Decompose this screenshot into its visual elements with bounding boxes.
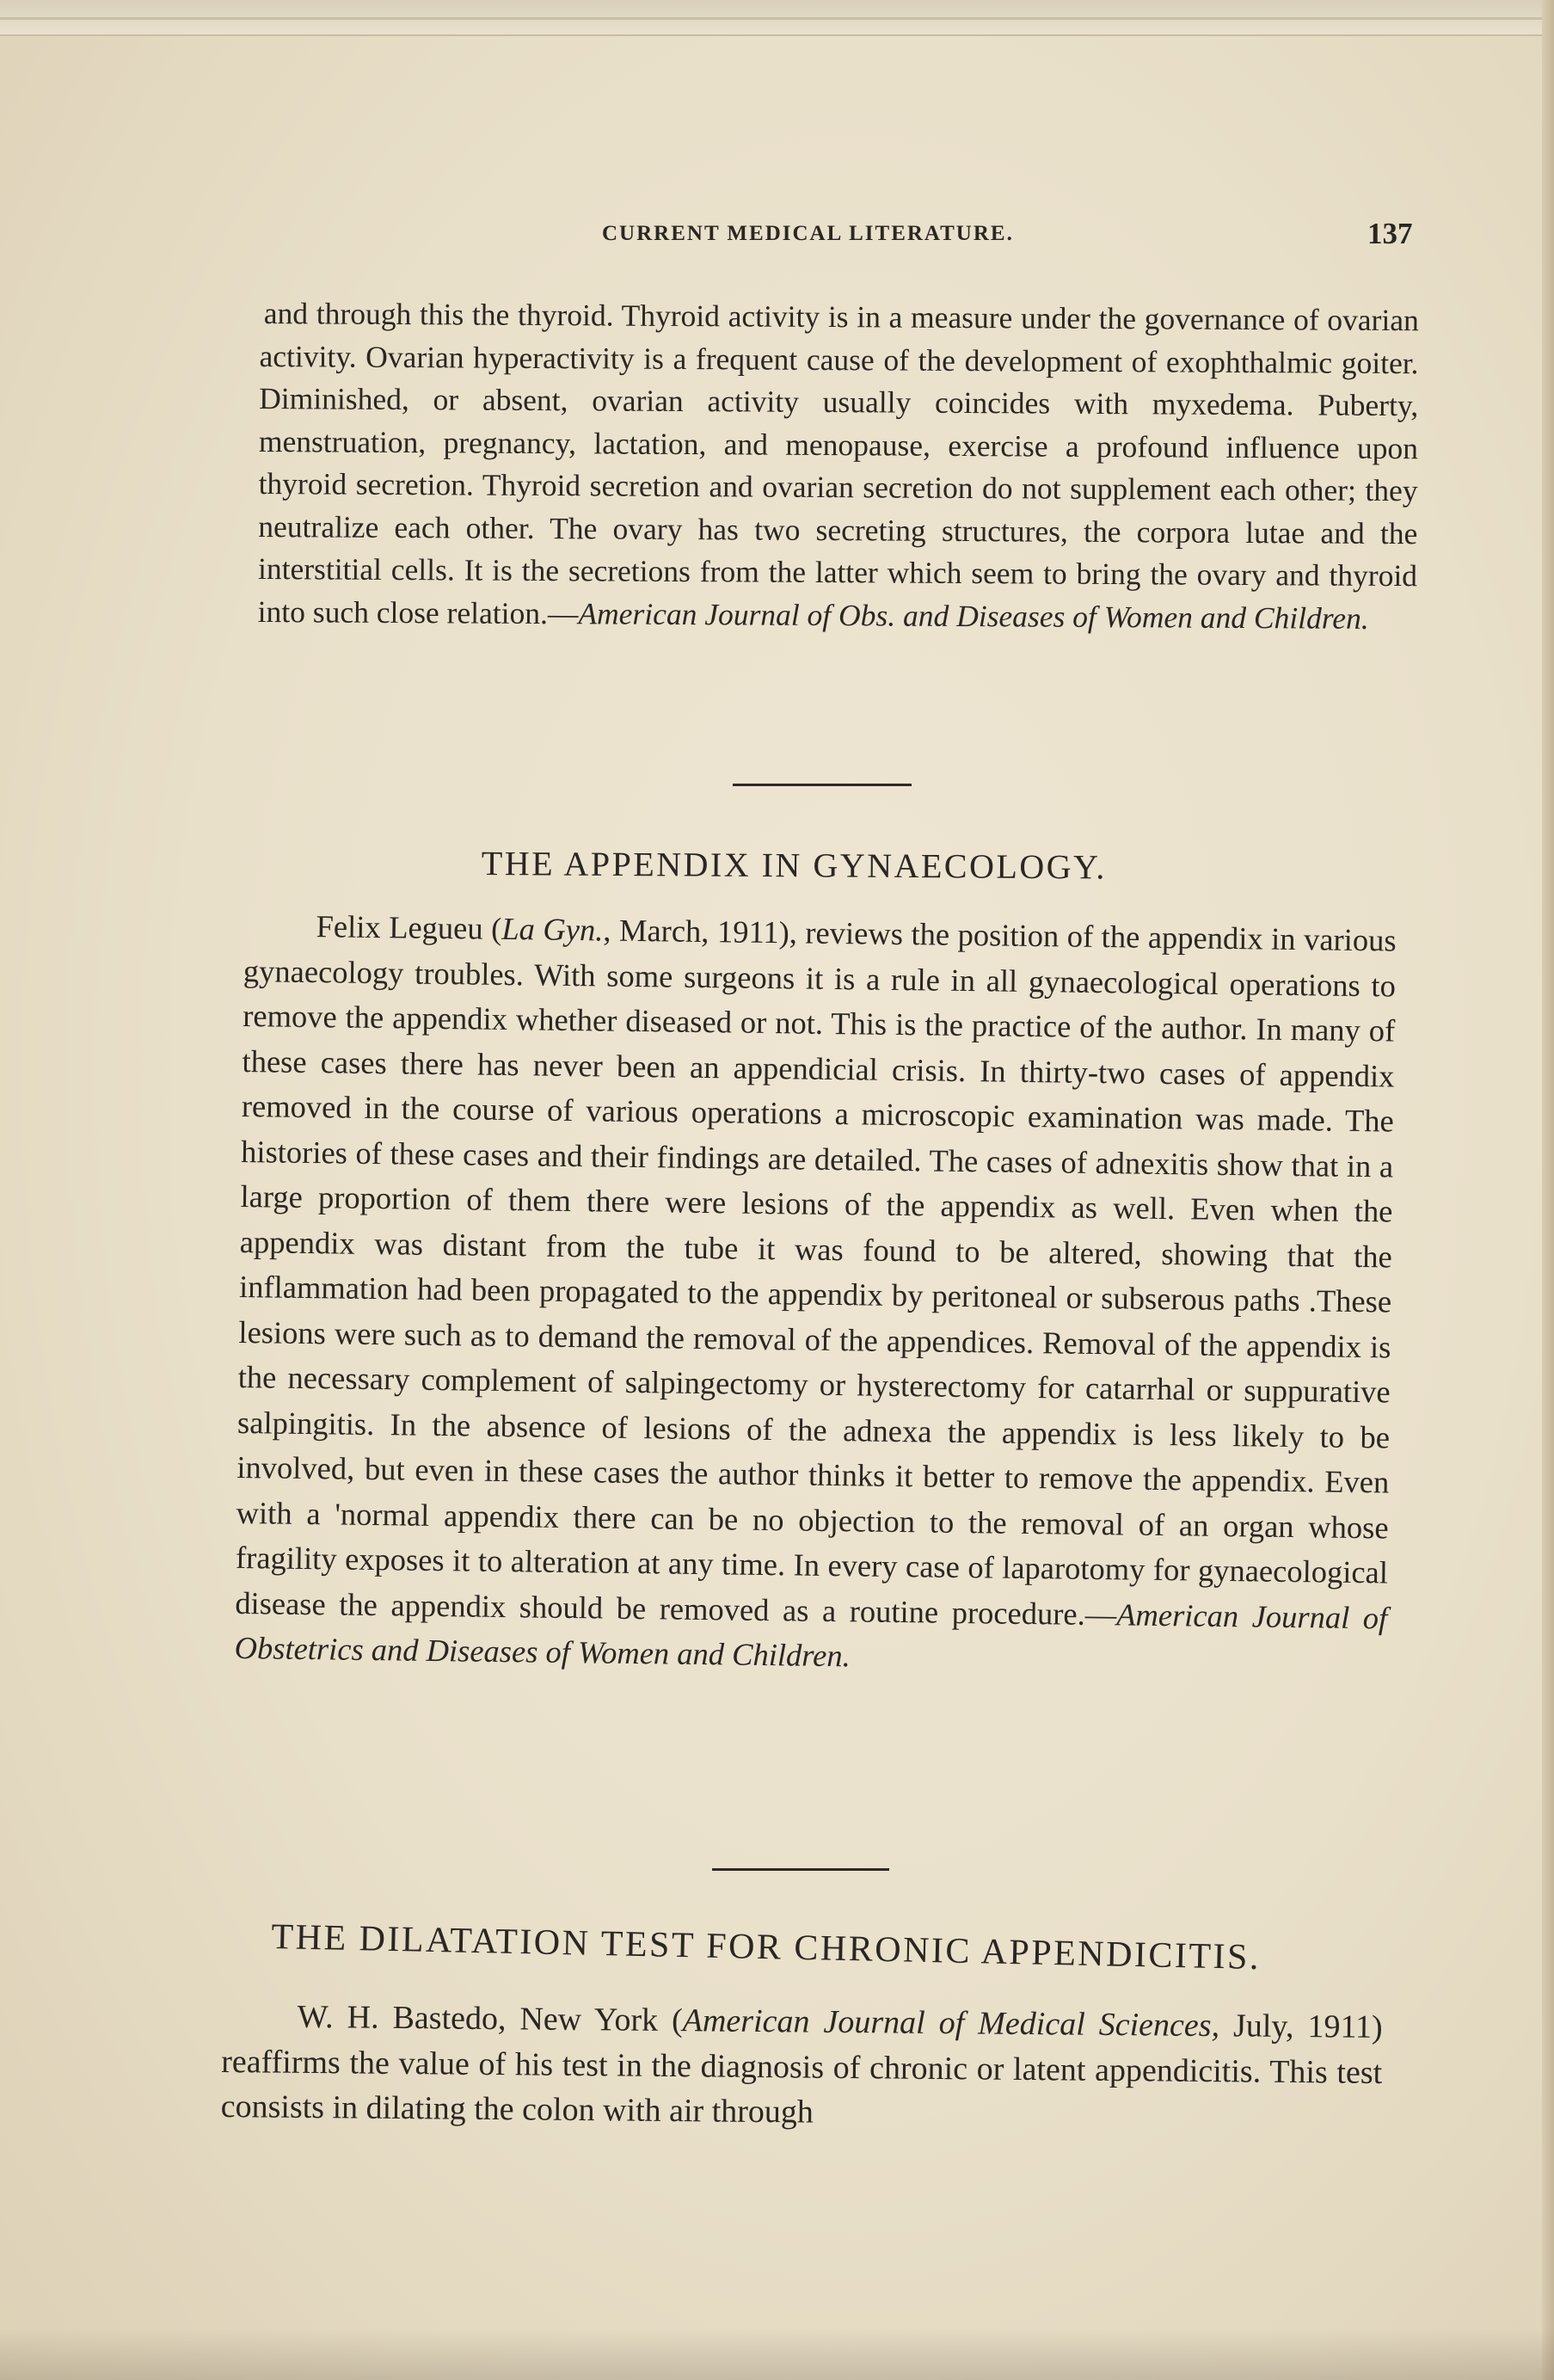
article3-body: July, 1911) reaffirms the value of his test in the diagnosis of chronic or latent appendicitis. This test consists in dilating the colon with air through [220,2008,1383,2131]
article1-paragraph [258,292,1419,640]
article2-body: , March, 1911), reviews the position of the appendix in various gynaecology troubles. With some surgeons it is a rule in all gynaecological operations to remove the appendix whether diseased or not. This is the practice of the author. In many of these cases there has never been an appendicial crisis. In thirty-two cases of appendix removed in the course of various operations a microscopic examination was made. The histories of these cases and their findings are detailed. The cases of adnexitis show that in a large proportion of them there were lesions of the appendix as well. Even when the appendix was distant from the tube it was found to be altered, showing that the inflammation had been propagated to the appendix by peritoneal or subserous paths .These lesions were such as to demand the removal of the appendices. Removal of the appendix is the necessary complement of salpingectomy or hysterectomy for catarrhal or suppurative salpingitis. In the absence of lesions of the adnexa the appendix is less likely to be involved, but even in these cases the author thinks it better to remove the appendix. Even with a 'normal appendix there can be no objection to the removal of an organ whose fragility exposes it to alteration at any time. In every case of laparotomy for gynaecological disease the appendix should be removed as a routine procedure.— [235,912,1397,1632]
page-right-edge [1542,0,1554,2380]
article2-source: American Journal of Obstetrics and Diseases of Women and Children. [234,1596,1388,1674]
article3-paragraph [220,1994,1382,2140]
article3-journal-ref: American Journal of Medical Sciences, [682,2002,1220,2045]
page-number: 137 [1367,217,1413,250]
page-bottom-shadow [0,2328,1554,2380]
article2-author: Felix Legueu ( [316,908,502,946]
running-head: CURRENT MEDICAL LITERATURE. [602,222,1014,245]
article2-journal-ref: La Gyn. [501,910,604,948]
article1-source: American Journal of Obs. and Diseases of Women and Children. [578,595,1369,636]
section-divider [733,784,912,786]
article2-title: THE APPENDIX IN GYNAECOLOGY. [481,844,1108,887]
article3-author: W. H. Bastedo, New York ( [297,1998,683,2039]
article2-paragraph [234,903,1397,1686]
page-top-edge [0,0,1554,36]
article3-title: THE DILATATION TEST FOR CHRONIC APPENDICITIS. [271,1916,1262,1978]
section-divider [712,1868,889,1871]
article1-body: and through this the thyroid. Thyroid activity is in a measure under the governance of ovarian activity. Ovarian hyperactivity is a frequent cause of the development of exophthalmic goiter. Diminished, or absent, ovarian activity usually coincides with myxedema. Puberty, menstruation, pregnancy, lactation, and menopause, exercise a profound influence upon thyroid secretion. Thyroid secretion and ovarian secretion do not supplement each other; they neutralize each other. The ovary has two secreting structures, the corpora lutae and the interstitial cells. It is the secretions from the latter which seem to bring the ovary and thyroid into such close relation.— [257,296,1419,630]
